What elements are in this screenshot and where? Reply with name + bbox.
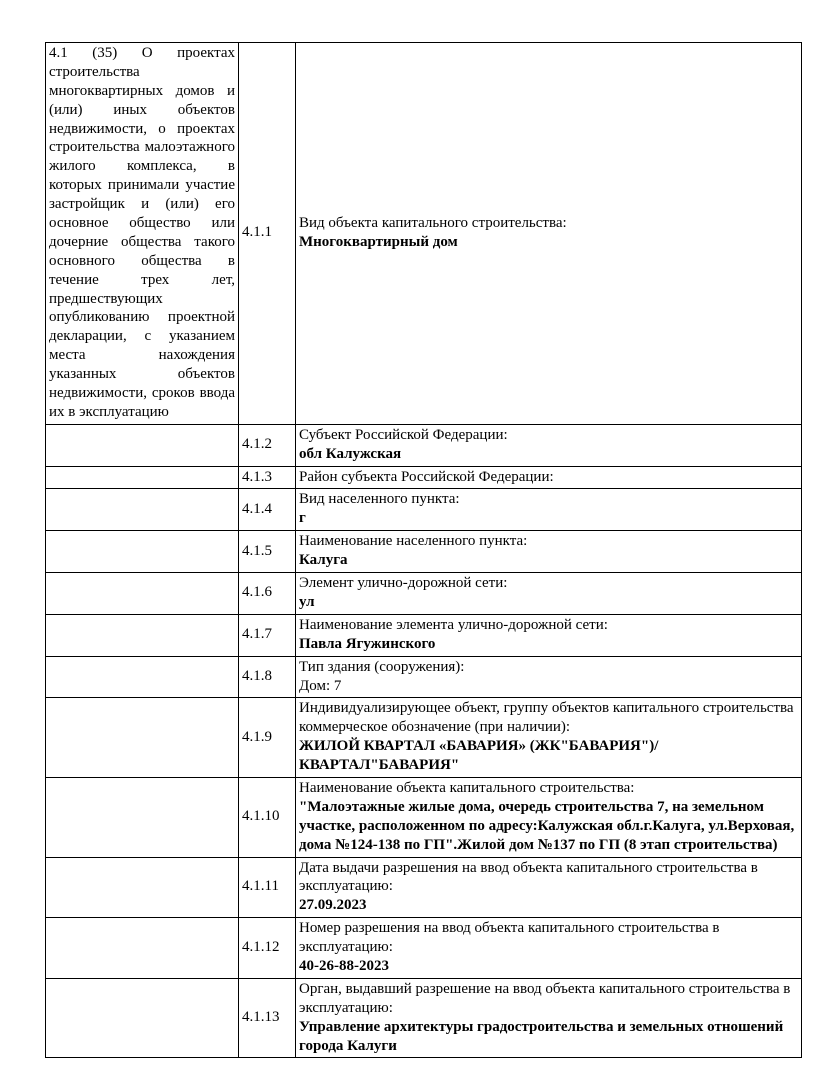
field-value: ЖИЛОЙ КВАРТАЛ «БАВАРИЯ» (ЖК"БАВАРИЯ")/КВАРТАЛ"БАВАРИЯ" bbox=[299, 738, 659, 774]
field-label: Субъект Российской Федерации: bbox=[299, 426, 508, 443]
field-label: Элемент улично-дорожной сети: bbox=[299, 575, 508, 592]
left-empty-cell bbox=[46, 573, 239, 615]
table-row bbox=[46, 857, 802, 918]
field-value: обл Калужская bbox=[299, 445, 402, 462]
left-empty-cell bbox=[46, 466, 239, 489]
row-code: 4.1.6 bbox=[239, 573, 296, 615]
table-row bbox=[46, 424, 802, 466]
left-empty-cell bbox=[46, 424, 239, 466]
row-code: 4.1.3 bbox=[239, 466, 296, 489]
table-row bbox=[46, 777, 802, 857]
field-value: г bbox=[299, 510, 306, 527]
declaration-table-body bbox=[46, 43, 802, 1058]
row-content-cell bbox=[296, 466, 802, 489]
field-label: Номер разрешения на ввод объекта капитального строительства в эксплуатацию: bbox=[299, 920, 720, 956]
table-row bbox=[46, 573, 802, 615]
field-label: Орган, выдавший разрешение на ввод объекта капитального строительства в эксплуатацию: bbox=[299, 980, 791, 1016]
row-code: 4.1.1 bbox=[239, 43, 296, 425]
table-row bbox=[46, 978, 802, 1058]
row-content-cell bbox=[296, 424, 802, 466]
table-row bbox=[46, 43, 802, 425]
table-row bbox=[46, 918, 802, 979]
row-content-cell bbox=[296, 656, 802, 698]
table-row bbox=[46, 698, 802, 778]
table-row bbox=[46, 614, 802, 656]
declaration-table bbox=[45, 42, 802, 1058]
left-empty-cell bbox=[46, 614, 239, 656]
table-row bbox=[46, 531, 802, 573]
left-empty-cell bbox=[46, 656, 239, 698]
field-value: ул bbox=[299, 593, 315, 610]
field-label: Вид населенного пункта: bbox=[299, 491, 460, 508]
field-value: 27.09.2023 bbox=[299, 897, 367, 914]
field-value: Дом: 7 bbox=[299, 677, 342, 694]
row-code: 4.1.9 bbox=[239, 698, 296, 778]
left-empty-cell bbox=[46, 857, 239, 918]
row-content-cell bbox=[296, 857, 802, 918]
left-empty-cell bbox=[46, 489, 239, 531]
row-code: 4.1.2 bbox=[239, 424, 296, 466]
left-empty-cell bbox=[46, 777, 239, 857]
field-value: 40-26-88-2023 bbox=[299, 957, 389, 974]
left-empty-cell bbox=[46, 978, 239, 1058]
field-label: Тип здания (сооружения): bbox=[299, 658, 465, 675]
row-content-cell bbox=[296, 918, 802, 979]
row-code: 4.1.8 bbox=[239, 656, 296, 698]
row-code: 4.1.10 bbox=[239, 777, 296, 857]
left-empty-cell bbox=[46, 698, 239, 778]
row-content-cell bbox=[296, 573, 802, 615]
field-value: Калуга bbox=[299, 552, 348, 569]
field-value: Павла Ягужинского bbox=[299, 635, 436, 652]
field-label: Вид объекта капитального строительства: bbox=[299, 215, 567, 232]
table-row bbox=[46, 656, 802, 698]
field-label: Индивидуализирующее объект, группу объектов капитального строительства коммерческое обозначение (при наличии): bbox=[299, 700, 794, 736]
row-content-cell bbox=[296, 698, 802, 778]
field-label: Наименование элемента улично-дорожной сети: bbox=[299, 616, 608, 633]
row-content-cell bbox=[296, 531, 802, 573]
table-row bbox=[46, 489, 802, 531]
table-row bbox=[46, 466, 802, 489]
row-content-cell bbox=[296, 43, 802, 425]
row-code: 4.1.7 bbox=[239, 614, 296, 656]
row-code: 4.1.13 bbox=[239, 978, 296, 1058]
field-value: Многоквартирный дом bbox=[299, 233, 458, 250]
field-label: Район субъекта Российской Федерации: bbox=[299, 468, 554, 485]
row-code: 4.1.12 bbox=[239, 918, 296, 979]
row-content-cell bbox=[296, 614, 802, 656]
section-description-cell: 4.1 (35) О проектах строительства многоквартирных домов и (или) иных объектов недвижимости, о проектах строительства малоэтажного жилого комплекса, в которых принимали участие застройщик и (или) его основное общество или дочерние общества такого основного общества в течение трех лет, предшествующих опубликованию проектной декларации, с указанием места нахождения указанных объектов недвижимости, сроков ввода их в эксплуатацию bbox=[46, 43, 239, 425]
field-label: Дата выдачи разрешения на ввод объекта капитального строительства в эксплуатацию: bbox=[299, 859, 758, 895]
row-content-cell bbox=[296, 978, 802, 1058]
row-content-cell bbox=[296, 777, 802, 857]
row-code: 4.1.4 bbox=[239, 489, 296, 531]
field-label: Наименование объекта капитального строительства: bbox=[299, 779, 635, 796]
field-label: Наименование населенного пункта: bbox=[299, 533, 528, 550]
row-code: 4.1.5 bbox=[239, 531, 296, 573]
left-empty-cell bbox=[46, 918, 239, 979]
field-value: Управление архитектуры градостроительства и земельных отношений города Калуги bbox=[299, 1018, 784, 1054]
row-code: 4.1.11 bbox=[239, 857, 296, 918]
left-empty-cell bbox=[46, 531, 239, 573]
row-content-cell bbox=[296, 489, 802, 531]
field-value: "Малоэтажные жилые дома, очередь строительства 7, на земельном участке, расположенном по адресу:Калужская обл.г.Калуга, ул.Верховая, дома №124-138 по ГП".Жилой дом №137 по ГП (8 этап строительства) bbox=[299, 798, 795, 853]
